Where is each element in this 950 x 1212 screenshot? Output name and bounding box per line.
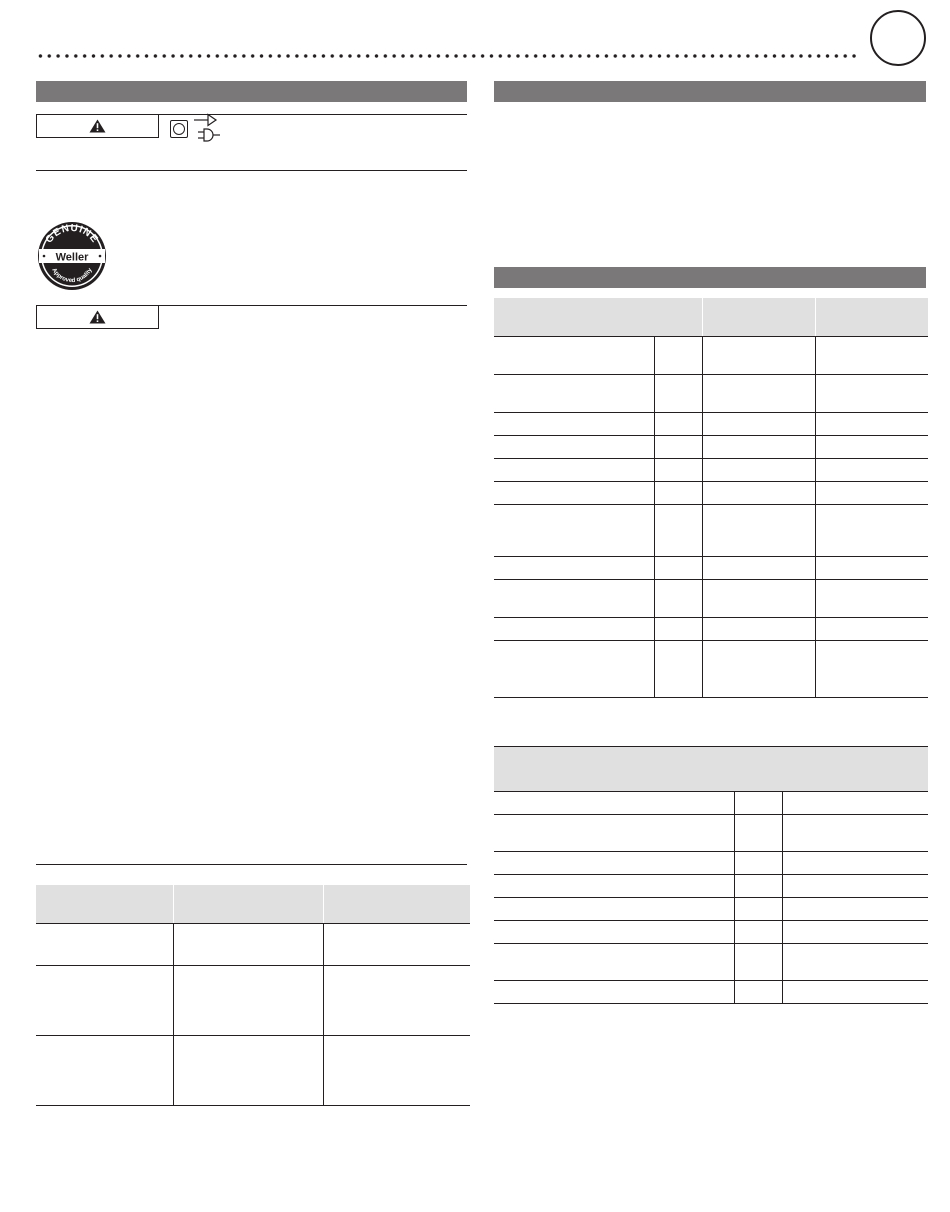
seal-bottom-text: Approved quality [50, 267, 94, 285]
spec-table-left [36, 885, 470, 1106]
warning-label-box [36, 305, 159, 329]
table-row [494, 898, 928, 921]
table-row [494, 852, 928, 875]
table-row [494, 556, 928, 579]
page-number-badge [870, 10, 926, 66]
spec-table-right-2 [494, 746, 928, 1004]
table-row [36, 965, 470, 1035]
warning-label-box [36, 114, 159, 138]
section-rule [36, 170, 467, 171]
power-outlet-icon [170, 120, 188, 138]
seal-top-text: GENUINE [43, 222, 101, 246]
section-header-bar [36, 81, 467, 102]
table-row [36, 1035, 470, 1105]
table-row [494, 579, 928, 617]
table-row [36, 923, 470, 965]
table-row [494, 617, 928, 640]
table-row [494, 640, 928, 697]
table-header-row [494, 747, 928, 792]
seal-brand-text: Weller [55, 251, 89, 264]
section-header-bar [494, 267, 926, 288]
table-header-row [494, 298, 928, 336]
plug-icon [192, 113, 224, 143]
table-row [494, 944, 928, 981]
warning-triangle-icon [89, 119, 106, 133]
table-header-row [36, 885, 470, 923]
table-row [494, 792, 928, 815]
table-row [494, 815, 928, 852]
table-row [494, 921, 928, 944]
table-row [494, 481, 928, 504]
section-rule [36, 864, 467, 865]
table-row [494, 458, 928, 481]
spec-table-right [494, 298, 928, 698]
table-row [494, 504, 928, 556]
table-row [494, 981, 928, 1004]
table-row [494, 336, 928, 374]
genuine-weller-seal [36, 220, 108, 297]
table-row [494, 374, 928, 412]
warning-triangle-icon [89, 310, 106, 324]
dotted-header-rule [36, 53, 858, 59]
table-row [494, 435, 928, 458]
table-row [494, 875, 928, 898]
section-header-bar [494, 81, 926, 102]
table-row [494, 412, 928, 435]
